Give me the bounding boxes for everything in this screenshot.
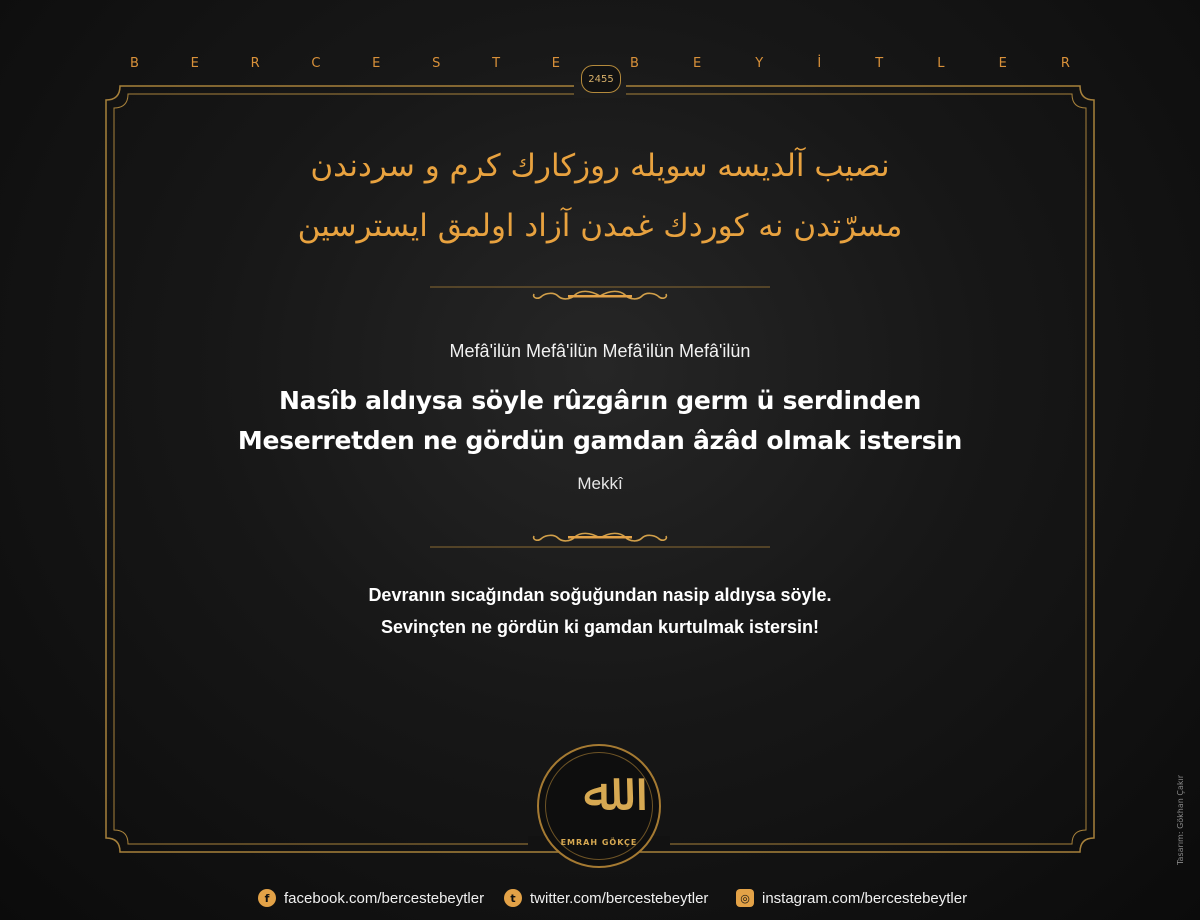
design-credit: Tasarım: Gökhan Çakır: [1176, 774, 1185, 865]
facebook-url: facebook.com/bercestebeytler: [284, 889, 485, 907]
social-links: [258, 886, 978, 910]
poet-name: Mekkî: [577, 474, 623, 493]
header-letter: T: [492, 55, 501, 71]
header-letter: E: [998, 55, 1007, 71]
ornament-divider: [430, 526, 770, 550]
meaning-line-2: Sevinçten ne gördün ki gamdan kurtulmak istersin!: [380, 617, 820, 637]
twitter-icon: t: [504, 889, 522, 907]
verse-line-2: Meserretden ne gördün gamdan âzâd olmak istersin: [237, 426, 963, 455]
ottoman-line-2: مسرّتدن نه كوردك غمدن آزاد اولمق ايسترسين: [297, 208, 903, 244]
twitter-url: twitter.com/bercestebeytler: [530, 889, 709, 907]
header-letter: R: [1060, 55, 1070, 71]
header-letter: Y: [755, 55, 764, 71]
header-letter: C: [311, 55, 321, 71]
header-letter: E: [372, 55, 381, 71]
twitter-link[interactable]: [504, 889, 708, 907]
calligraphy-logo: [537, 744, 661, 868]
couplet-number-badge: 2455: [581, 65, 621, 93]
header-title-left: [130, 56, 560, 71]
instagram-link[interactable]: [736, 889, 967, 907]
facebook-link[interactable]: [258, 889, 484, 907]
header-letter: B: [130, 55, 139, 71]
instagram-icon: ◎: [736, 889, 754, 907]
header-title-right: [630, 56, 1070, 71]
header-letter: L: [937, 55, 945, 71]
header-letter: T: [875, 55, 884, 71]
header-letter: B: [630, 55, 639, 71]
meaning-line-1: Devranın sıcağından soğuğundan nasip aldıysa söyle.: [368, 585, 832, 605]
header-letter: R: [250, 55, 260, 71]
header-letter: E: [190, 55, 199, 71]
ottoman-line-1: نصيب آلديسه سويله روزكارك كرم و سردندن: [310, 148, 890, 184]
header-letter: E: [551, 55, 560, 71]
header-letter: E: [693, 55, 702, 71]
meter-text: Mefâ'ilün Mefâ'ilün Mefâ'ilün Mefâ'ilün: [449, 341, 751, 361]
instagram-url: instagram.com/bercestebeytler: [762, 889, 968, 907]
header-letter: İ: [817, 55, 822, 71]
verse-line-1: Nasîb aldıysa söyle rûzgârın germ ü serdinden: [279, 386, 921, 415]
facebook-icon: f: [258, 889, 276, 907]
logo-name: EMRAH GÖKÇE: [560, 838, 638, 847]
logo-calligraphy-glyph: ﷲ: [583, 760, 615, 823]
ornament-divider: [430, 284, 770, 308]
header-letter: S: [432, 55, 441, 71]
